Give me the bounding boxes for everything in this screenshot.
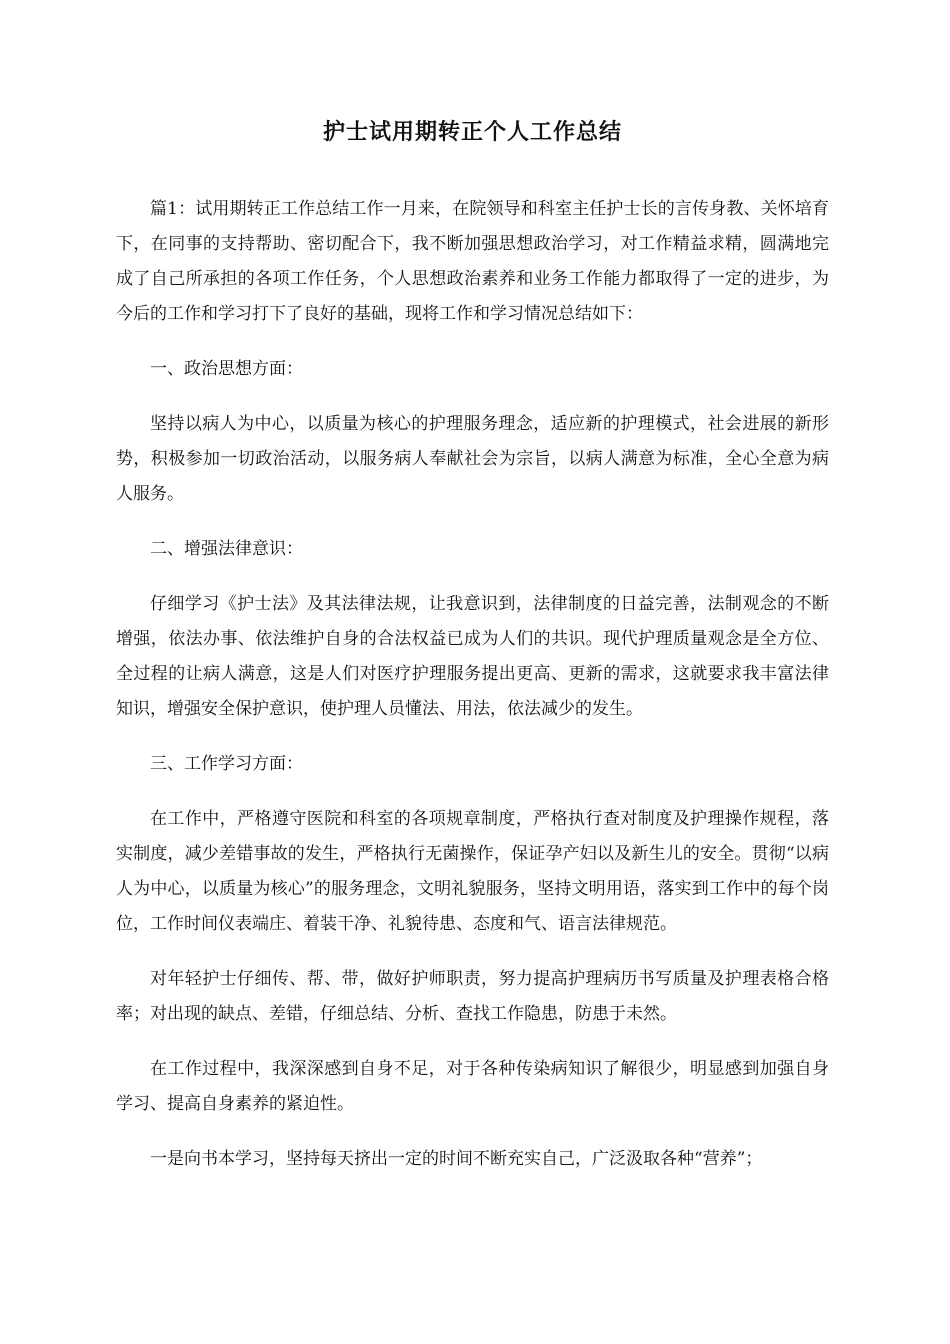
document-title: 护士试用期转正个人工作总结 xyxy=(322,119,622,145)
document-body xyxy=(116,112,829,1197)
paragraph-work-rules: 在工作中，严格遵守医院和科室的各项规章制度，严格执行查对制度及护理操作规程，落实制度，减少差错事故的发生，严格执行无菌操作，保证孕产妇以及新生儿的安全。贯彻“以病人为中心，以质量为核心”的服务理念，文明礼貌服务，坚持文明用语，落实到工作中的每个岗位，工作时间仪表端庄、着装干净、礼貌待患、态度和气、语言法律规范。 xyxy=(116,809,829,934)
section-heading-political: 一、政治思想方面： xyxy=(150,359,303,379)
paragraph-legal: 仔细学习《护士法》及其法律法规，让我意识到，法律制度的日益完善，法制观念的不断增强，依法办事、依法维护自身的合法权益已成为人们的共识。现代护理质量观念是全方位、全过程的让病人满意，这是人们对医疗护理服务提出更高、更新的需求，这就要求我丰富法律知识，增强安全保护意识，使护理人员懂法、用法，依法减少的发生。 xyxy=(116,594,829,719)
paragraph-mentoring: 对年轻护士仔细传、帮、带，做好护师职责，努力提高护理病历书写质量及护理表格合格率；对出现的缺点、差错，仔细总结、分析、查找工作隐患，防患于未然。 xyxy=(116,969,829,1024)
section-heading-work-study: 三、工作学习方面： xyxy=(150,754,303,774)
paragraph-political: 坚持以病人为中心，以质量为核心的护理服务理念，适应新的护理模式，社会进展的新形势，积极参加一切政治活动，以服务病人奉献社会为宗旨，以病人满意为标准，全心全意为病人服务。 xyxy=(116,414,829,504)
paragraph-book-learning: 一是向书本学习，坚持每天挤出一定的时间不断充实自己，广泛汲取各种“营养”； xyxy=(150,1149,763,1169)
paragraph-self-improvement: 在工作过程中，我深深感到自身不足，对于各种传染病知识了解很少，明显感到加强自身学习、提高自身素养的紧迫性。 xyxy=(116,1059,829,1114)
paragraph-intro: 篇1：试用期转正工作总结工作一月来，在院领导和科室主任护士长的言传身教、关怀培育下，在同事的支持帮助、密切配合下，我不断加强思想政治学习，对工作精益求精，圆满地完成了自己所承担的各项工作任务，个人思想政治素养和业务工作能力都取得了一定的进步，为今后的工作和学习打下了良好的基础，现将工作和学习情况总结如下： xyxy=(116,199,829,324)
section-heading-legal: 二、增强法律意识： xyxy=(150,539,303,559)
